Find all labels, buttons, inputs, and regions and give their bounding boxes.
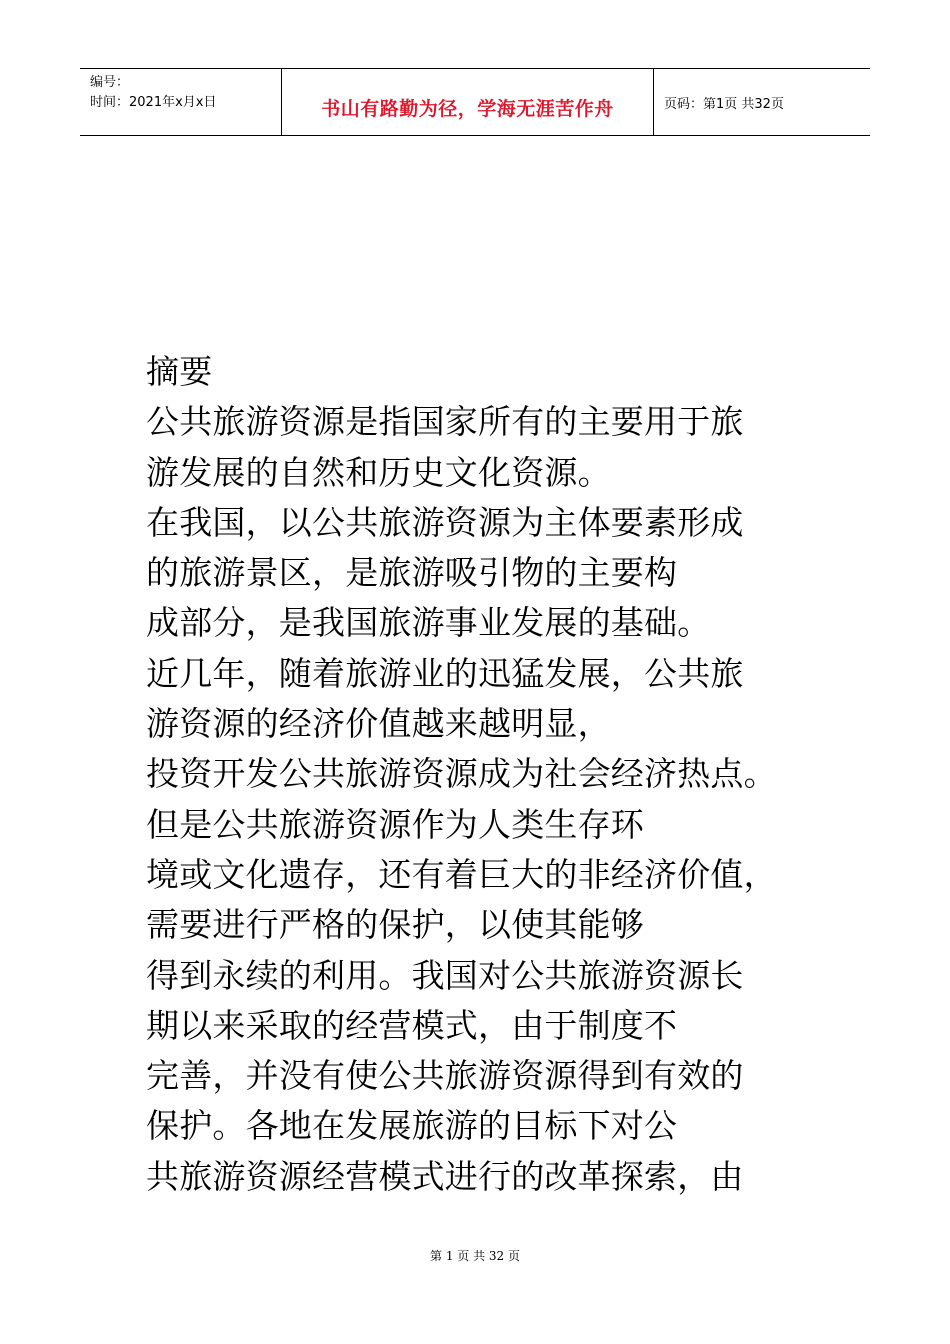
body-line: 的旅游景区，是旅游吸引物的主要构 <box>146 553 678 593</box>
document-number-label: 编号： <box>90 75 130 90</box>
header-motto: 书山有路勤为径，学海无涯苦作舟 <box>282 69 654 135</box>
header-page-info: 页码：第1页 共32页 <box>664 97 784 112</box>
body-line: 保护。各地在发展旅游的目标下对公 <box>146 1106 678 1146</box>
body-line: 游资源的经济价值越来越明显， <box>146 704 611 744</box>
body-line: 得到永续的利用。我国对公共旅游资源长 <box>146 955 744 995</box>
body-line: 共旅游资源经营模式进行的改革探索，由 <box>146 1156 744 1196</box>
body-line: 游发展的自然和历史文化资源。 <box>146 452 611 492</box>
body-line: 公共旅游资源是指国家所有的主要用于旅 <box>146 402 744 442</box>
header-meta <box>80 69 282 135</box>
body-line: 完善，并没有使公共旅游资源得到有效的 <box>146 1056 744 1096</box>
body-line: 需要进行严格的保护，以使其能够 <box>146 905 644 945</box>
document-body <box>146 347 846 1202</box>
body-line: 投资开发公共旅游资源成为社会经济热点。 <box>146 754 777 794</box>
page-footer: 第 1 页 共 32 页 <box>430 1249 520 1263</box>
page-header <box>80 68 870 136</box>
body-line: 境或文化遗存，还有着巨大的非经济价值， <box>146 854 777 894</box>
body-line: 但是公共旅游资源作为人类生存环 <box>146 804 644 844</box>
body-line: 成部分，是我国旅游事业发展的基础。 <box>146 603 711 643</box>
body-line: 在我国，以公共旅游资源为主体要素形成 <box>146 502 744 542</box>
abstract-heading: 摘要 <box>146 352 213 391</box>
body-line: 期以来采取的经营模式，由于制度不 <box>146 1005 678 1045</box>
document-time: 时间：2021年x月x日 <box>90 95 217 110</box>
body-line: 近几年，随着旅游业的迅猛发展，公共旅 <box>146 653 744 693</box>
